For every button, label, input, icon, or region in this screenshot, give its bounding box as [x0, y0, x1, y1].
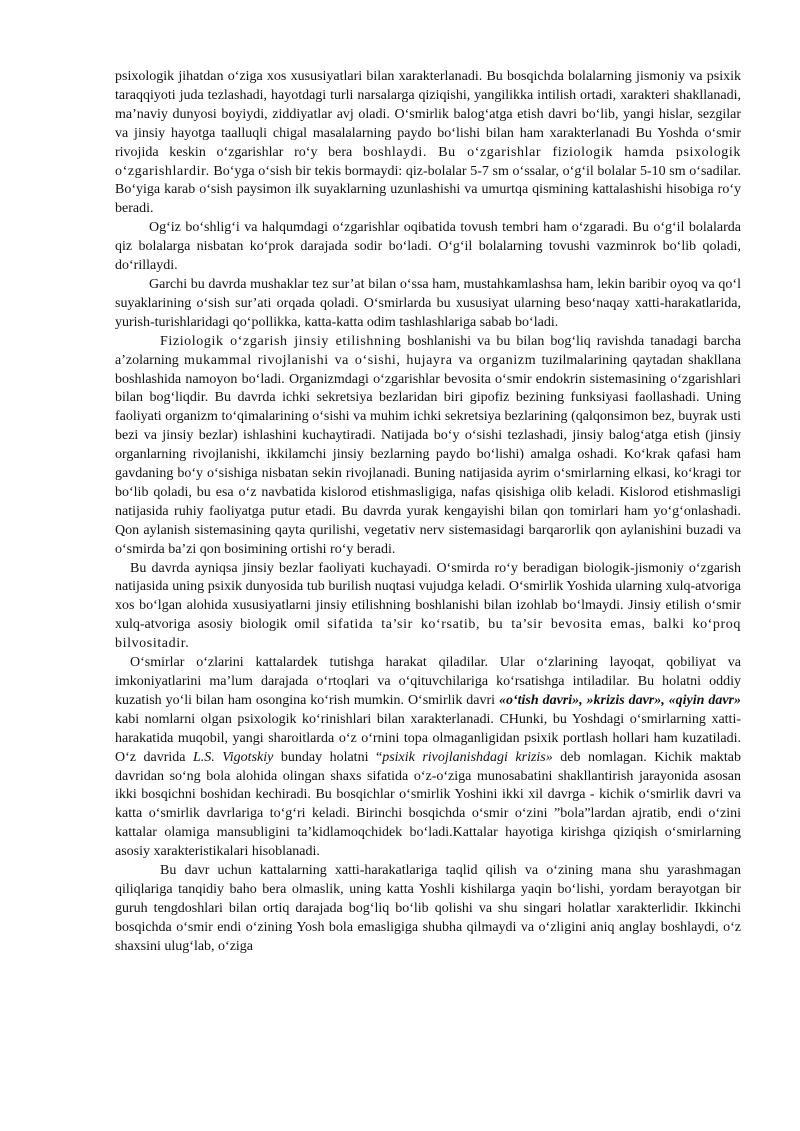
paragraph-4-text-c: mukammal rivojlanishi va o‘sishi, hujayra va organizm	[184, 352, 537, 368]
paragraph-6-text-e: bunday holatni “	[273, 749, 383, 765]
paragraph-5-text-b: sifatida ta’sir ko‘rsatib, bu ta’sir bevosita emas, balki ko‘proq bilvositadir.	[115, 617, 741, 652]
paragraph-6-text-g: deb nomlagan. Kichik maktab davridan so‘ng bola alohida olingan shaxs sifatida o‘z-o‘ziga munosabatini shakllantirish jarayonida asosan ikki bosqichni boshidan kechiradi. Bu bosqichlar o‘smirlik Yoshini ikki xil davrga - kichik o‘smirlik davri va katta o‘smirlik davrlariga to‘g‘ri keladi. Birinchi bosqichda o‘smir o‘zini ”bola”lardan ajratib, endi o‘zini kattalar olamiga mansubligini ta’kidlamoqchidek bo‘ladi.Kattalar hayotiga kirishga qiziqish o‘smirlarning asosiy xarakteristikalari hisoblanadi.	[115, 749, 742, 860]
paragraph-1-text-c: Bo‘yga o‘sish bir tekis bormaydi: qiz-bolalar 5-7 sm o‘ssalar, o‘g‘il bolalar 5-10 sm o‘sadilar. Bo‘yiga karab o‘sish paysimon ilk suyaklarning uzunlashishi va umurtqa qismining kattalashishi hisobiga ro‘y beradi.	[115, 163, 741, 217]
paragraph-2: Og‘iz bo‘shlig‘i va halqumdagi o‘zgarishlar oqibatida tovush tembri ham o‘zgaradi. Bu o‘g‘il bolalarda qiz bolalarga nisbatan ko‘prok darajada sodir bo‘ladi. O‘g‘il bolalarning tovushi vazminrok bo‘lib qoladi, do‘rillaydi.	[115, 220, 741, 274]
paragraph-1-text-b: boshlaydi. Bu o‘zgarishlar fiziologik hamda psixologik o‘zgarishlardir.	[115, 144, 741, 179]
paragraph-4-text-b: boshlanishi va bu bilan bog‘liq ravishda tanadagi barcha a’zolarning	[115, 333, 741, 368]
document-page	[115, 68, 741, 957]
paragraph-6	[115, 654, 741, 862]
paragraph-4-text-d: tuzilmalarining qaytadan shakllana boshlashida namoyon bo‘ladi. Organizmdagi o‘zgarishlar bevosita o‘smir endokrin sistemasining o‘zgarishlari bilan bog‘liqdir. Bu davrda ichki sekretsiya bezlaridan biri gipofiz bezining funksiyasi faollashadi. Uning faoliyati organizm to‘qimalarining o‘sishi va muhim ichki sekretsiya bezlarining (qalqonsimon bez, buyrak usti bezi va jinsiy bezlar) ishlashini kuchaytiradi. Natijada bo‘y o‘sishi tezlashadi, jinsiy balog‘atga etish (jinsiy organlarning rivojlanishi, ikkilamchi jinsiy bezlarning paydo bo‘lishi) amalga oshadi. Ko‘krak qafasi ham gavdaning bo‘y o‘sishiga nisbatan sekin rivojlanadi. Buning natijasida ayrim o‘smirlarning elkasi, ko‘kragi tor bo‘lib qoladi, bu esa o‘z navbatida kislorod etishmasligiga, nafas qisishiga olib keladi. Kislorod etishmasligi natijasida ruhiy faoliyatga putur etadi. Bu davrda yurak kengayishi bilan qon tomirlari ham yo‘g‘onlashadi. Qon aylanish sistemasining qayta qurilishi, vegetativ nerv sistemasidagi barqarorlik qon aylanishini buzadi va o‘smirda ba’zi qon bosimining ortishi ro‘y beradi.	[115, 352, 742, 557]
paragraph-6-text-c: kabi nomlarni olgan psixologik ko‘rinishlari bilan xarakterlanadi. CHunki, bu Yoshdagi o‘smirlarning xatti-harakatida muqobil, yangi sharoitlarda o‘z o‘rnini topa olmaganligidan psixik portlash hollari ham kuzatiladi. O‘z davrida	[115, 711, 741, 765]
paragraph-4-text-a: Fiziologik o‘zgarish jinsiy etilishning	[160, 333, 402, 349]
paragraph-3: Garchi bu davrda mushaklar tez sur’at bilan o‘ssa ham, mustahkamlashsa ham, lekin baribir oyoq va qo‘l suyaklarining o‘sish sur’ati orqada qoladi. O‘smirlarda bu xususiyat ularning beso‘naqay xatti-harakatlarida, yurish-turishlaridagi qo‘pollikka, katta-katta odim tashlashlariga sabab bo‘ladi.	[115, 276, 741, 330]
paragraph-5-text-a: Bu davrda ayniqsa jinsiy bezlar faoliyati kuchayadi. O‘smirda ro‘y beradigan biologik-jismoniy o‘zgarish natijasida uning psixik dunyosida tub burilish nuqtasi vujudga keladi. O‘smirlik Yoshida ularning xulq-atvoriga xos bo‘lgan alohida xususiyatlarni jinsiy etilishning boshlanishi bilan izohlab bo‘lmaydi. Jinsiy etilish o‘smir xulq-atvoriga asosiy biologik omil	[115, 560, 741, 633]
paragraph-1	[115, 68, 741, 219]
paragraph-6-crisis-term: psixik rivojlanishdagi krizis»	[382, 749, 553, 765]
paragraph-6-periods-emphasis: «o‘tish davri», »krizis davr», «qiyin davr»	[498, 692, 741, 708]
paragraph-6-author-name: L.S. Vigotskiy	[192, 749, 274, 765]
paragraph-5	[115, 560, 741, 655]
paragraph-7: Bu davr uchun kattalarning xatti-harakatlariga taqlid qilish va o‘zining mana shu yarashmagan qiliqlariga tanqidiy baho bera olmaslik, uning katta Yoshli kishilarga yaqin bo‘lishi, yordam berayotgan bir guruh tengdoshlari bilan ortiq darajada bog‘liq bo‘lib qolishi va shu singari holatlar xarakterlidir. Ikkinchi bosqichda o‘smir endi o‘zining Yosh bola emasligiga shubha qilmaydi va o‘zligini aniq anglay boshlaydi, o‘z shaxsini ulug‘lab, o‘ziga	[115, 863, 741, 954]
paragraph-6-text-a: O‘smirlar o‘zlarini kattalardek tutishga harakat qiladilar. Ular o‘zlarining layoqat, qobiliyat va imkoniyatlarini ma’lum darajada o‘rtoqlari va o‘qituvchilariga ko‘rsatishga intiladilar. Bu holatni oddiy kuzatish yo‘li bilan ham osongina ko‘rish mumkin. O‘smirlik davri	[115, 655, 741, 708]
paragraph-4	[115, 333, 741, 560]
paragraph-1-text-a: psixologik jihatdan o‘ziga xos xususiyatlari bilan xarakterlanadi. Bu bosqichda bolalarning jismoniy va psixik taraqqiyoti juda tezlashadi, hayotdagi turli narsalarga qiziqishi, yangilikka intilish ortadi, xarakteri shakllanadi, ma’naviy dunyosi boyiydi, ziddiyatlar avj oladi. O‘smirlik balog‘atga etish davri bo‘lib, yangi hislar, sezgilar va jinsiy hayotga taalluqli chigal masalalarning paydo bo‘lishi bilan ham xarakterlanadi Bu Yoshda o‘smir rivojida keskin o‘zgarishlar ro‘y bera	[115, 69, 741, 160]
